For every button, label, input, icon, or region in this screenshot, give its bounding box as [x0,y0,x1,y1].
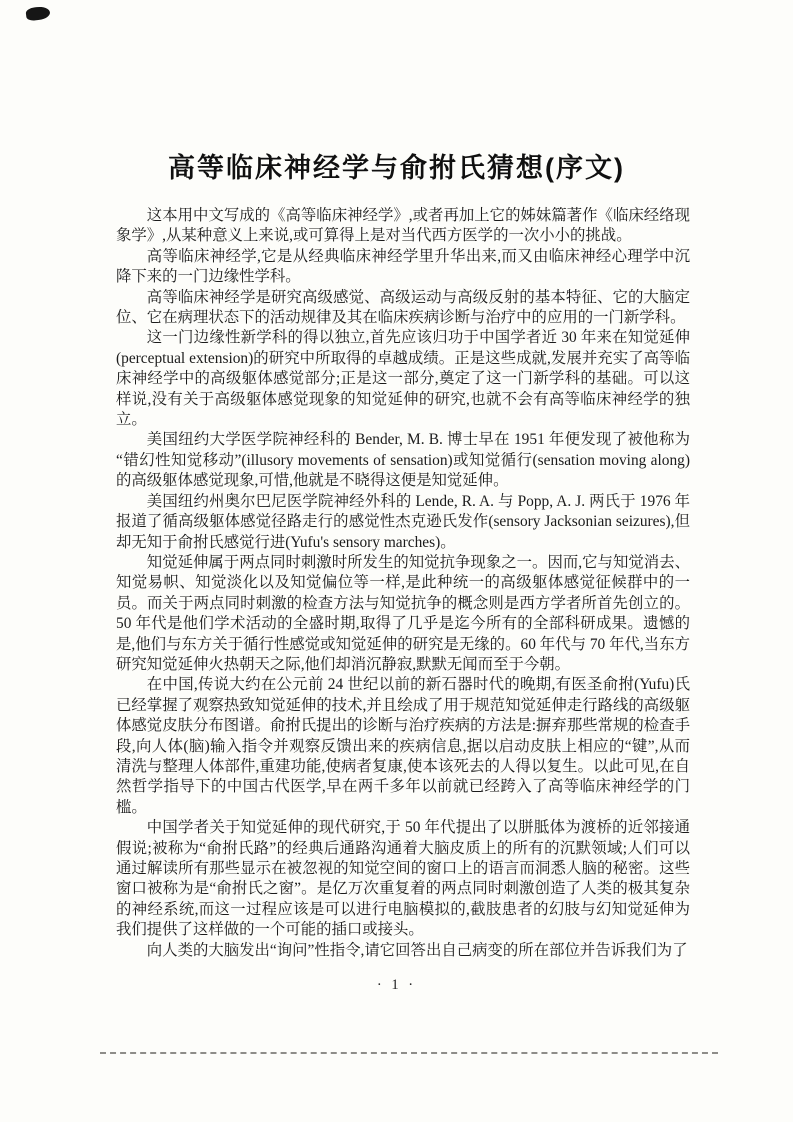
paragraph: 高等临床神经学是研究高级感觉、高级运动与高级反射的基本特征、它的大脑定位、它在病理状态下的活动规律及其在临床疾病诊断与治疗中的应用的一门新学科。 [116,288,690,327]
paragraph: 美国纽约大学医学院神经科的 Bender, M. B. 博士早在 1951 年便发现了被他称为“错幻性知觉移动”(illusory movements of sensation)或知觉循行(sensation moving along)的高级躯体感觉现象,可惜,他就是不晓得这便是知觉延伸。 [116,431,690,490]
paragraph: 美国纽约州奥尔巴尼医学院神经外科的 Lende, R. A. 与 Popp, A. J. 两氏于 1976 年报道了循高级躯体感觉径路走行的感觉性杰克逊氏发作(sensory Jacksonian seizures),但却无知于俞拊氏感觉行进(Yufu's sensory marches)。 [116,492,690,551]
page-number: · 1 · [376,977,417,993]
page-edge-dashed-line [100,1052,718,1054]
paragraph: 在中国,传说大约在公元前 24 世纪以前的新石器时代的晚期,有医圣俞拊(Yufu)氏已经掌握了观察热致知觉延伸的技术,并且绘成了用于规范知觉延伸走行路线的高级躯体感觉皮肤分布图谱。俞拊氏提出的诊断与治疗疾病的方法是:摒弃那些常规的检查手段,向人体(脑)输入指令并观察反馈出来的疾病信息,据以启动皮肤上相应的“键”,从而清洗与整理人体部件,重建功能,使病者复康,使本该死去的人得以复生。以此可见,在自然哲学指导下的中国古代医学,早在两千多年以前就已经跨入了高等临床神经学的门槛。 [116,676,690,816]
paragraph: 高等临床神经学,它是从经典临床神经学里升华出来,而又由临床神经心理学中沉降下来的一门边缘性学科。 [116,247,690,286]
scan-artifact [25,6,50,22]
document-body [116,206,690,961]
paragraph: 这本用中文写成的《高等临床神经学》,或者再加上它的姊妹篇著作《临床经络现象学》,从某种意义上来说,或可算得上是对当代西方医学的一次小小的挑战。 [116,207,690,245]
document-title: 高等临床神经学与俞拊氏猜想(序文) [168,153,625,183]
paragraph: 中国学者关于知觉延伸的现代研究,于 50 年代提出了以胼胝体为渡桥的近邻接通假说;被称为“俞拊氏路”的经典后通路沟通着大脑皮质上的所有的沉默领域;人们可以通过解读所有那些显示在被忽视的知觉空间的窗口上的语言而洞悉人脑的秘密。这些窗口被称为是“俞拊氏之窗”。是亿万次重复着的两点同时刺激创造了人类的极其复杂的神经系统,而这一过程应该是可以进行电脑模拟的,截肢患者的幻肢与幻知觉延伸为我们提供了这样做的一个可能的插口或接头。 [116,819,690,939]
paragraph: 知觉延伸属于两点同时刺激时所发生的知觉抗争现象之一。因而,它与知觉消去、知觉易帜、知觉淡化以及知觉偏位等一样,是此种统一的高级躯体感觉征候群中的一员。而关于两点同时刺激的检查方法与知觉抗争的概念则是西方学者所首先创立的。50 年代是他们学术活动的全盛时期,取得了几乎是迄今所有的全部科研成果。遗憾的是,他们与东方关于循行性感觉或知觉延伸的研究是无缘的。60 年代与 70 年代,当东方研究知觉延伸火热朝天之际,他们却消沉静寂,默默无闻而至于今朝。 [116,553,690,673]
paragraph: 这一门边缘性新学科的得以独立,首先应该归功于中国学者近 30 年来在知觉延伸(perceptual extension)的研究中所取得的卓越成绩。正是这些成就,发展并充实了高等临床神经学中的高级躯体感觉部分;正是这一部分,奠定了这一门新学科的基础。可以这样说,没有关于高级躯体感觉现象的知觉延伸的研究,也就不会有高等临床神经学的独立。 [116,329,690,429]
paragraph: 向人类的大脑发出“询问”性指令,请它回答出自己病变的所在部位并告诉我们为了 [146,941,688,959]
